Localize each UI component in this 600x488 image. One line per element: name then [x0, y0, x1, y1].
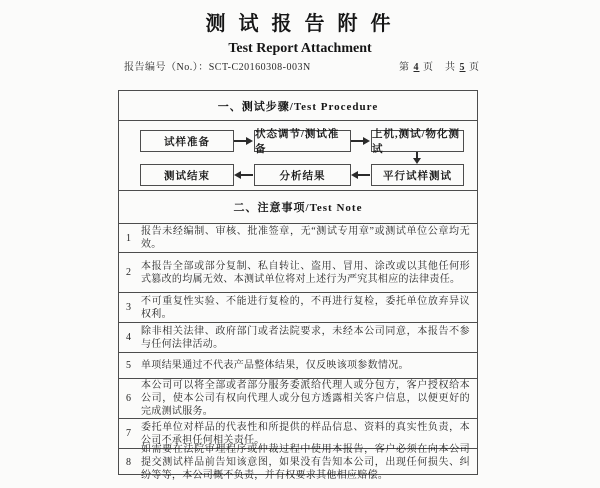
arrow-right-icon — [234, 140, 246, 142]
flow-box-test-end: 测试结束 — [140, 164, 234, 186]
flow-box-conditioning: 状态调节/测试准备 — [254, 130, 351, 152]
note-number: 6 — [126, 393, 132, 404]
report-number-value: SCT-C20160308-003N — [208, 62, 311, 73]
note-row-6 — [119, 379, 477, 419]
note-row-2 — [119, 253, 477, 293]
note-text: 单项结果通过不代表产品整体结果，仅反映该项参数情况。 — [141, 360, 409, 371]
note-text: 除非相关法律、政府部门或者法院要求，未经本公司同意，本报告不参与任何法律活动。 — [141, 325, 470, 350]
note-number: 5 — [126, 360, 132, 371]
note-row-1 — [119, 224, 477, 253]
note-number: 8 — [126, 457, 132, 468]
note-number: 7 — [126, 428, 132, 439]
section-header-notes: 二、注意事项/Test Note — [119, 191, 477, 224]
note-row-3 — [119, 293, 477, 323]
page-total: 5 — [459, 62, 466, 73]
document-title-en: Test Report Attachment — [228, 41, 372, 56]
arrow-down-icon — [416, 152, 418, 158]
section-header-procedure: 一、测试步骤/Test Procedure — [119, 91, 477, 121]
flow-box-analyze-result: 分析结果 — [254, 164, 351, 186]
note-number: 1 — [126, 232, 132, 244]
report-table — [118, 90, 478, 481]
report-number — [124, 58, 311, 73]
page-word: 第 — [399, 62, 410, 73]
note-row-8 — [119, 444, 477, 481]
page-current: 4 — [413, 62, 420, 73]
report-meta-row — [124, 58, 480, 73]
note-text: 本公司可以将全部或者部分服务委派给代理人或分包方，客户授权给本公司，使本公司有权向代理人或分包方透露相关客户信息，以便更好的完成测试服务。 — [141, 380, 470, 417]
note-text: 委托单位对样品的代表性和所提供的样品信息、资料的真实性负责，本公司不承担任何相关责任。 — [141, 421, 470, 446]
arrow-right-icon — [351, 140, 363, 142]
flow-box-sample-prep: 试样准备 — [140, 130, 234, 152]
note-number: 2 — [126, 267, 132, 278]
note-number: 3 — [126, 302, 132, 313]
note-text: 本报告全部或部分复制、私自转让、盗用、冒用、涂改或以其他任何形式篡改的均属无效、本测试单位将对上述行为严究其相应的法律责任。 — [141, 260, 470, 285]
document-title-cn: 测 试 报 告 附 件 — [205, 13, 395, 35]
page-word: 页 共 — [423, 62, 456, 73]
note-row-4 — [119, 323, 477, 353]
arrow-left-icon — [358, 174, 370, 176]
note-text: 如需要在法院审理程序或仲裁过程中使用本报告，客户必须在向本公司提交测试样品前告知该意图，如果没有告知本公司，出现任何损失、纠纷等等，本公司概不负责，并有权要求其他相应赔偿。 — [141, 444, 470, 481]
note-row-5 — [119, 353, 477, 379]
note-text: 不可重复性实验、不能进行复检的，不再进行复检，委托单位放弃异议权利。 — [141, 295, 470, 320]
page-indicator — [399, 58, 480, 73]
note-text: 报告未经编制、审核、批准签章，无“测试专用章”或测试单位公章均无效。 — [141, 226, 470, 250]
procedure-flowchart — [119, 121, 477, 191]
flow-box-parallel-test: 平行试样测试 — [371, 164, 464, 186]
arrow-left-icon — [241, 174, 253, 176]
report-number-label: 报告编号（No.）： — [124, 62, 209, 73]
page-word: 页 — [469, 62, 480, 73]
note-number: 4 — [126, 332, 132, 343]
flow-box-machine-test: 上机,测试/物化测试 — [371, 130, 464, 152]
